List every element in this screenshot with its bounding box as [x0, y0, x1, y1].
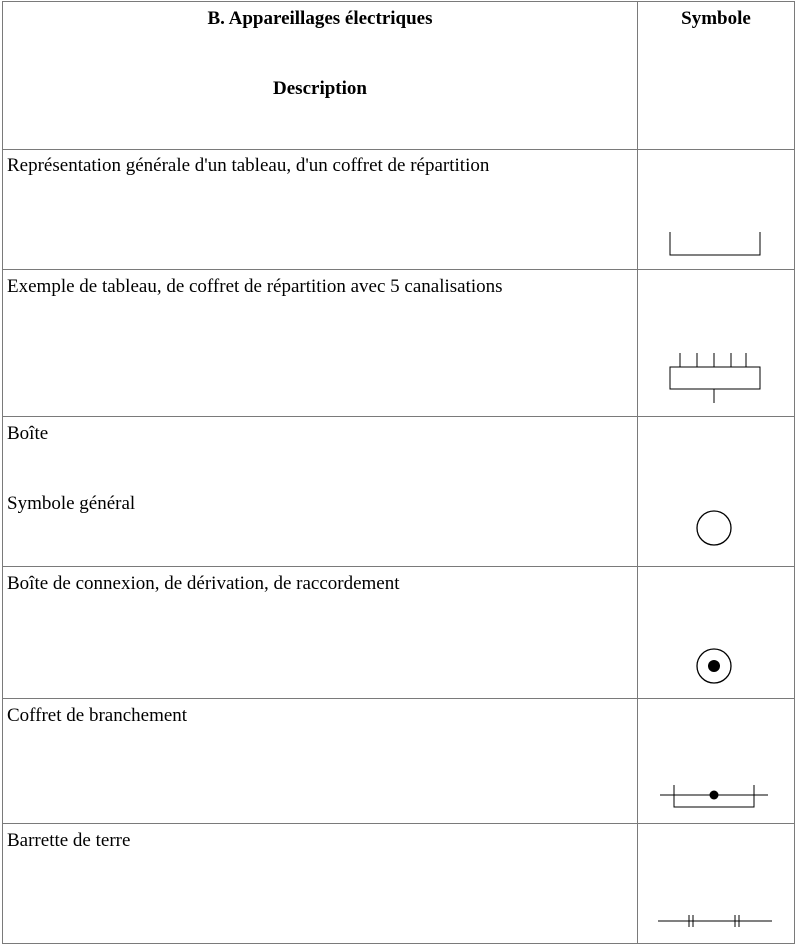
- junction-box-icon: [638, 567, 795, 698]
- description-cell: [3, 417, 638, 567]
- symbol-cell: [638, 270, 795, 417]
- description-text: Exemple de tableau, de coffret de répartition avec 5 canalisations: [7, 276, 503, 297]
- table-row: [3, 824, 795, 944]
- description-text: Barrette de terre: [7, 830, 131, 851]
- table-row: [3, 417, 795, 567]
- box-general-icon: [638, 417, 795, 566]
- header-description-cell: [3, 2, 638, 150]
- table-row: [3, 567, 795, 699]
- description-text: Coffret de branchement: [7, 705, 188, 726]
- description-text: Représentation générale d'un tableau, d'un coffret de répartition: [7, 155, 490, 176]
- description-subtext: Symbole général: [7, 493, 136, 514]
- description-column-header: Description: [273, 78, 367, 99]
- table-row: [3, 699, 795, 824]
- description-text: Boîte de connexion, de dérivation, de raccordement: [7, 573, 400, 594]
- description-cell: [3, 270, 638, 417]
- header-symbol-cell: [638, 2, 795, 150]
- symbol-cell: [638, 150, 795, 270]
- description-text: Boîte: [7, 423, 49, 444]
- distribution-board-5-circuits-icon: [638, 270, 795, 416]
- distribution-board-icon: [638, 150, 795, 269]
- table-row: [3, 150, 795, 270]
- description-cell: [3, 150, 638, 270]
- description-cell: [3, 567, 638, 699]
- table-row: [3, 270, 795, 417]
- symbol-cell: [638, 824, 795, 944]
- section-title: B. Appareillages électriques: [207, 8, 433, 29]
- earth-bar-icon: [638, 824, 795, 943]
- symbol-column-header: Symbole: [681, 8, 751, 29]
- symbol-cell: [638, 417, 795, 567]
- description-cell: [3, 699, 638, 824]
- description-cell: [3, 824, 638, 944]
- symbol-table: [2, 1, 795, 944]
- symbol-cell: [638, 567, 795, 699]
- header-row: [3, 2, 795, 150]
- symbol-cell: [638, 699, 795, 824]
- service-box-icon: [638, 699, 795, 823]
